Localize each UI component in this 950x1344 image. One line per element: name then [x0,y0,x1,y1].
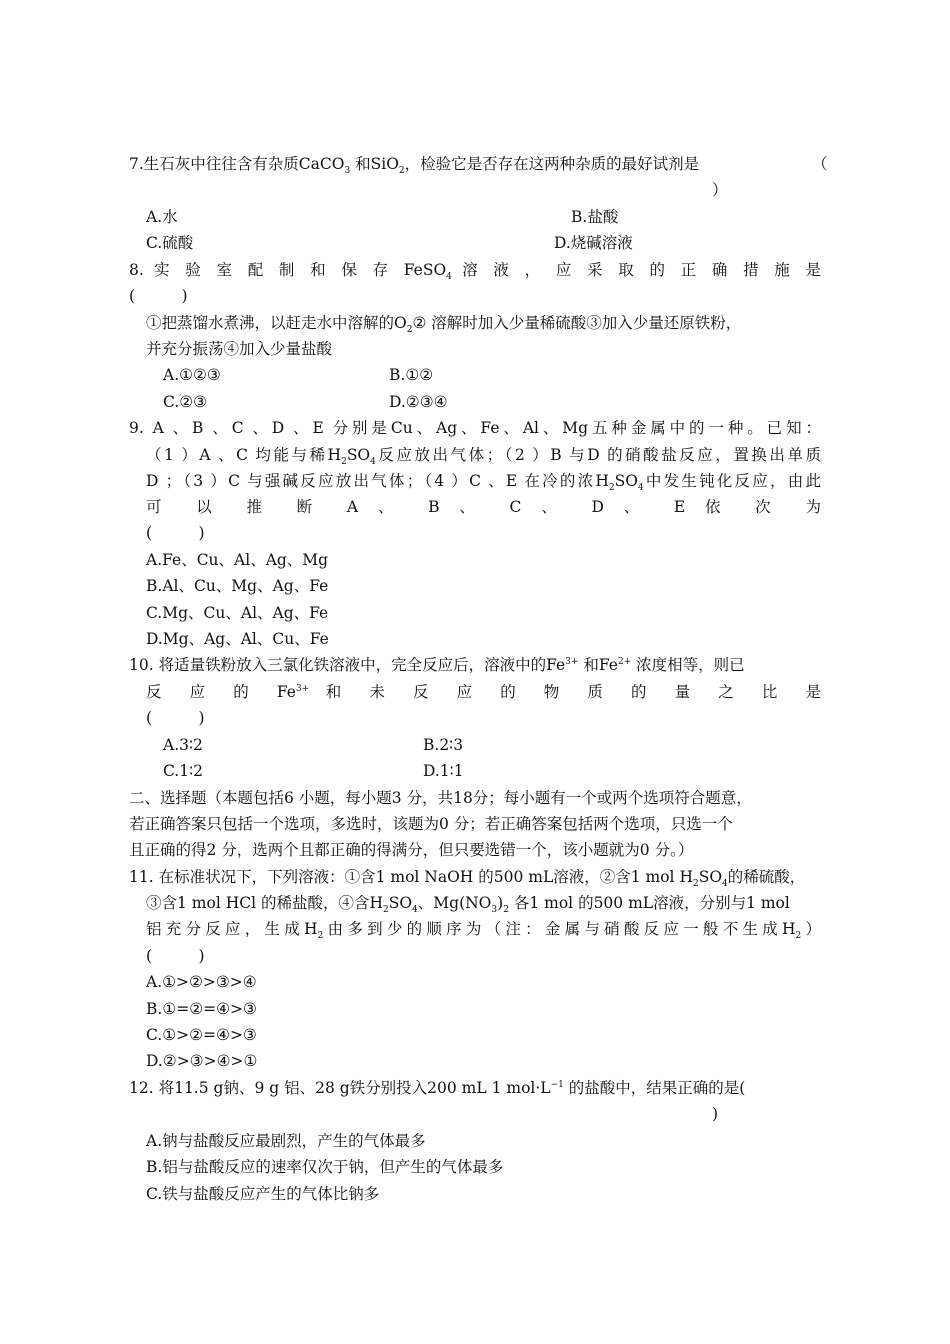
q11-line-part: 由多到少的顺序为（注：金属与硝酸反应一般不生成H [323,920,796,938]
q10-stem-part: 浓度相等，则已 [631,656,745,674]
q10-option-b: B.2∶3 [423,736,464,754]
q9-line-3 [146,471,821,494]
q11-option-b: B.①=②=④>③ [146,1000,257,1018]
section-2-line-2: 若正确答案只包括一个选项，多选时，该题为0 分；若正确答案包括两个选项，只选一个 [129,815,733,833]
q9-sub: 2 [341,457,347,468]
q11-sub: 2 [795,931,802,942]
q9-line-part: 反应放出气体；（2 ）B 与D 的硝酸盐反应，置换出单质 [375,446,821,464]
q9-line-4: 可 以 推 断 A 、 B 、 C 、 D 、 E 依 次 为 [146,498,821,516]
q10-option-a: A.3∶2 [163,736,203,754]
q7-option-c: C.硫酸 [146,234,194,252]
q8-line-part: ①把蒸馏水煮沸，以赶走水中溶解的O [146,314,407,332]
q8-measure-line [146,313,742,336]
q11-sub: 4 [412,905,418,916]
q8-option-b: B.①② [389,366,434,384]
q10-line-part: 和 未 反 应 的 物 质 的 量 之 比 是 [309,683,821,701]
q11-sub: 2 [692,879,699,890]
q12-option-c: C.铁与盐酸反应产生的气体比钠多 [146,1185,380,1203]
q7-option-a: A.水 [146,208,178,226]
q7-stem-part: 7.生石灰中往往含有杂质CaCO [129,155,345,173]
q11-paren: ( ) [146,947,205,965]
q9-option-a: A.Fe、Cu、Al、Ag、Mg [146,551,329,569]
q10-stem-part: 和Fe [578,656,618,674]
q7-stem [129,154,700,177]
q7-option-d: D.烧碱溶液 [554,234,633,252]
q9-sub: 4 [637,483,644,494]
q7-sub: 3 [344,166,351,177]
q8-option-c: C.②③ [163,393,208,411]
q11-sub: 2 [382,905,389,916]
q10-sup: 3+ [295,683,310,694]
q7-option-b: B.盐酸 [571,208,619,226]
q9-stem: 9. A 、B 、C 、D 、E 分别是Cu、Ag、Fe、Al、Mg五种金属中的一种。已知： [129,419,821,437]
q8-measure-line-2: 并充分振荡④加入少量盐酸 [146,340,333,358]
q11-line-part: SO [388,894,413,912]
q9-option-b: B.Al、Cu、Mg、Ag、Fe [146,577,329,595]
q9-sub: 4 [370,457,376,468]
section-2-line-3: 且正确的得2 分，选两个且都正确的得满分，但只要选错一个，该小题就为0 分。） [129,841,694,859]
q9-line-part: （1 ）A 、C 均能与稀H [146,446,342,464]
q8-option-a: A.①②③ [163,366,221,384]
q11-line-2 [146,893,790,916]
q11-sub: 4 [722,879,728,890]
q11-option-d: D.②>③>④>① [146,1052,258,1070]
q12-paren-close: ) [712,1105,719,1123]
q7-stem-part: ，检验它是否存在这两种杂质的最好试剂是 [404,155,700,173]
q9-line-part: 中发生钝化反应，由此 [643,472,821,490]
q9-line-part: SO [614,472,638,490]
q10-line-part: 反 应 的 Fe [146,683,296,701]
q7-paren-close: ） [712,181,728,199]
q12-option-a: A.钠与盐酸反应最剧烈，产生的气体最多 [146,1132,426,1150]
q11-sub: 3 [491,905,498,916]
q11-sub: 2 [317,931,324,942]
q9-paren: ( ) [146,524,205,542]
q7-sub: 2 [398,166,405,177]
q9-sub: 2 [608,483,615,494]
q11-line-part: ③含1 mol HCl 的稀盐酸，④含H [146,894,383,912]
q7-paren-open: （ [812,155,828,173]
q7-stem-part: 和SiO [350,155,399,173]
q11-line-part: ） [801,920,821,938]
q11-sub: 2 [503,905,509,916]
q8-stem-part: 溶 液 ， 应 采 取 的 正 确 措 施 是 [451,261,821,279]
q9-line-2 [146,445,821,468]
q10-sup: 2+ [617,656,632,667]
q8-sub: 4 [446,272,452,283]
q12-stem-part: 的盐酸中，结果正确的是( [563,1079,746,1097]
q8-stem [129,260,821,283]
q11-line-part: SO [698,868,723,886]
q11-line-part: 铝充分反应，生成H [146,920,318,938]
q8-option-d: D.②③④ [389,393,448,411]
q8-sub: 2 [406,325,413,336]
q11-line-part: 、Mg(NO [417,894,492,912]
q10-stem [129,655,745,675]
q9-option-d: D.Mg、Ag、Al、Cu、Fe [146,630,329,648]
q8-paren: ( ) [129,287,188,305]
q11-line-part: 11. 在标准状况下，下列溶液：①含1 mol NaOH 的500 mL溶液，②含1 mol H [129,868,693,886]
q12-sup: −1 [550,1079,564,1090]
q11-line-part: 各1 mol 的500 mL溶液，分别与1 mol [508,894,790,912]
q10-sup: 3+ [565,656,579,667]
q10-paren: ( ) [146,709,205,727]
q9-option-c: C.Mg、Cu、Al、Ag、Fe [146,604,329,622]
section-2-line-1: 二、选择题（本题包括6 小题，每小题3 分，共18分；每小题有一个或两个选项符合题意， [129,789,752,807]
q11-line-3 [146,919,821,942]
q8-line-part: ② 溶解时加入少量稀硫酸③加入少量还原铁粉， [412,314,742,332]
q10-option-d: D.1∶1 [423,762,464,780]
q12-option-b: B.铝与盐酸反应的速率仅次于钠，但产生的气体最多 [146,1158,504,1176]
q10-line-2 [146,682,821,702]
q9-line-part: SO [346,446,371,464]
q11-line-part: ) [497,894,504,912]
q10-option-c: C.1∶2 [163,762,203,780]
q11-option-a: A.①>②>③>④ [146,973,257,991]
q10-stem-part: 10. 将适量铁粉放入三氯化铁溶液中，完全反应后，溶液中的Fe [129,656,566,674]
q8-stem-part: 8. 实 验 室 配 制 和 保 存 FeSO [129,261,447,279]
q12-stem [129,1078,745,1098]
q12-stem-part: 12. 将11.5 g钠、9 g 铝、28 g铁分别投入200 mL 1 mol·L [129,1079,551,1097]
q11-line-part: 的稀硫酸， [727,868,806,886]
q11-option-c: C.①>②=④>③ [146,1026,257,1044]
q11-stem [129,867,806,890]
q9-line-part: D ；（3 ）C 与强碱反应放出气体；（4 ）C 、E 在冷的浓H [146,472,609,490]
